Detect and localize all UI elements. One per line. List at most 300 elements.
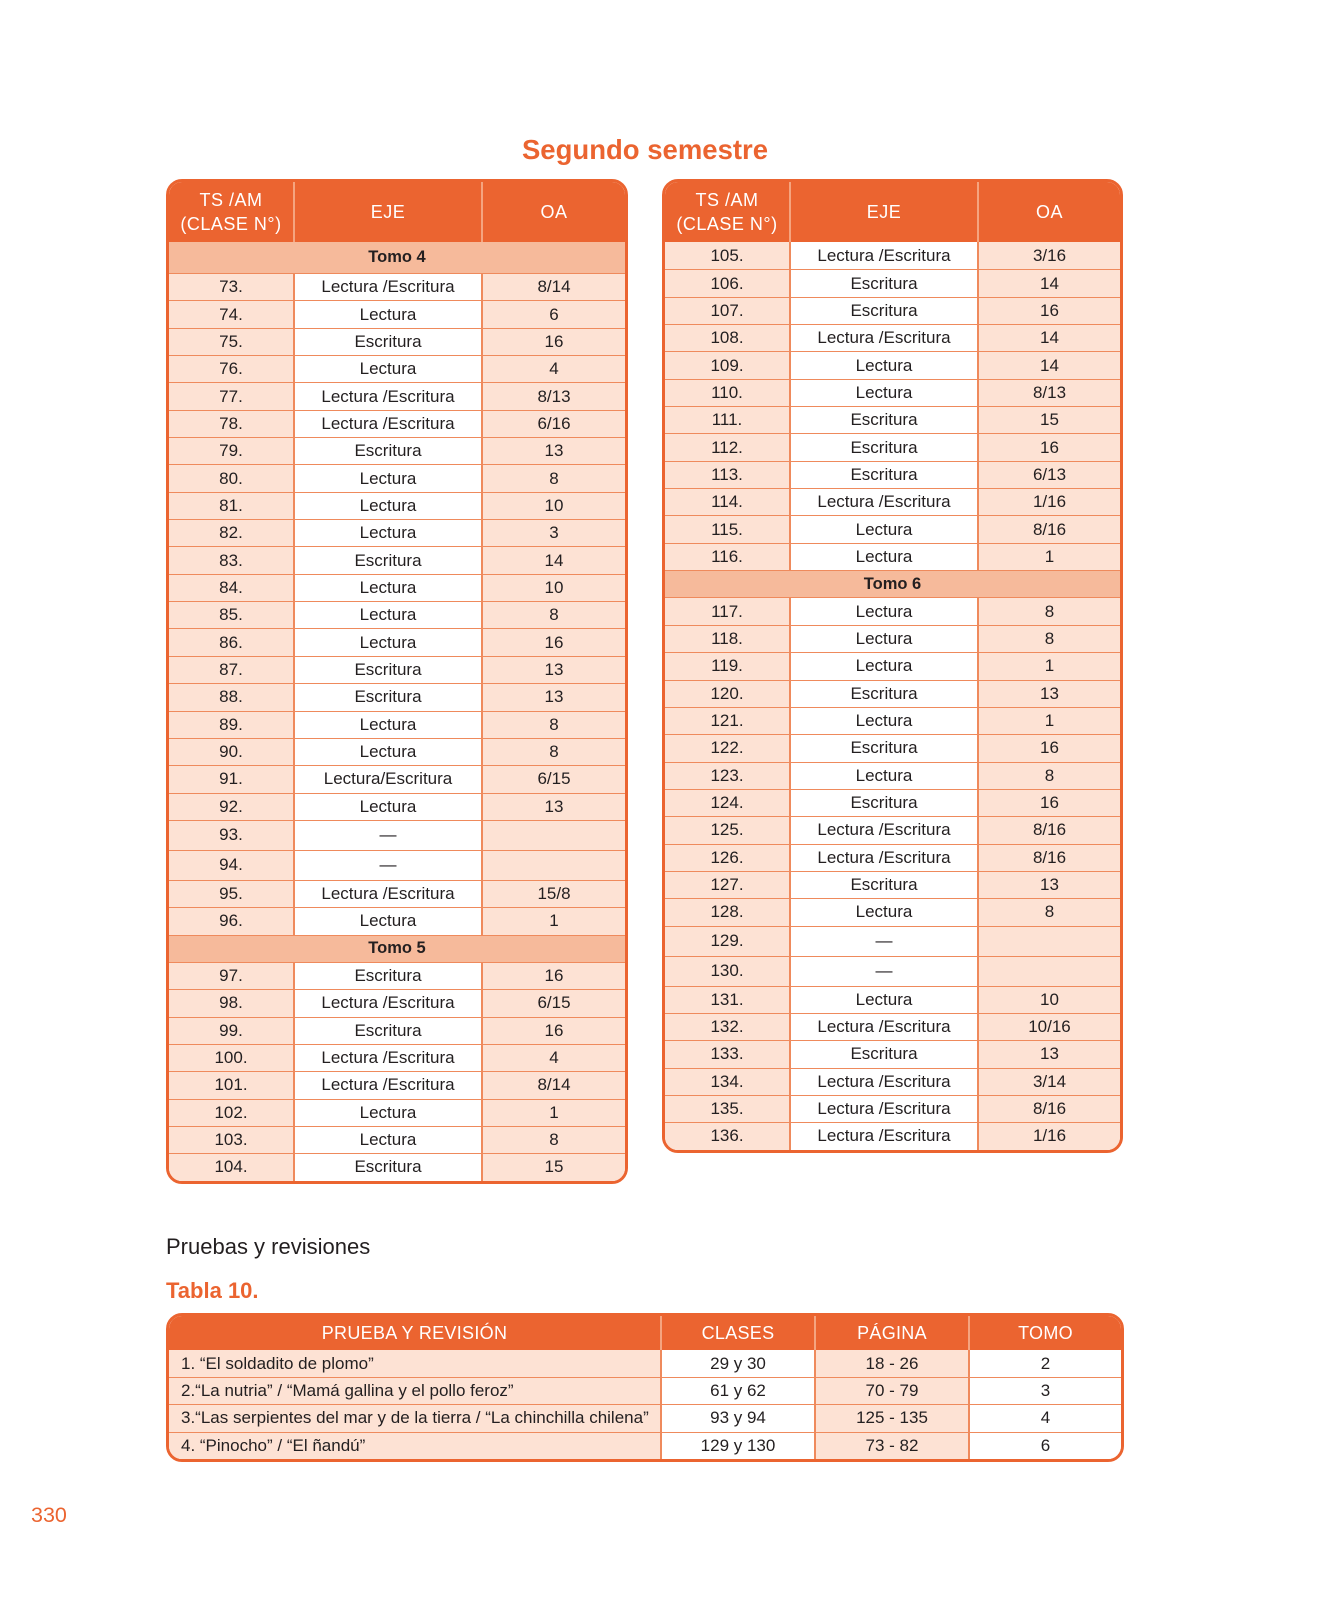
eje-cell: Lectura xyxy=(789,899,977,925)
prueba-cell: 3.“Las serpientes del mar y de la tierra / “La chinchilla chilena” xyxy=(169,1405,660,1431)
eje-cell: Lectura xyxy=(293,356,481,382)
table-row xyxy=(665,734,1120,761)
eje-cell: Escritura xyxy=(789,790,977,816)
oa-cell: 16 xyxy=(481,1018,625,1044)
class-number-cell: 126. xyxy=(665,845,789,871)
table-row xyxy=(665,707,1120,734)
oa-cell: 8 xyxy=(977,899,1120,925)
eje-cell: Lectura xyxy=(789,653,977,679)
table-row xyxy=(665,242,1120,269)
eje-cell: Lectura /Escritura xyxy=(789,1123,977,1149)
table-row xyxy=(169,989,625,1016)
eje-cell: Escritura xyxy=(789,1041,977,1067)
class-number-cell: 111. xyxy=(665,407,789,433)
class-number-cell: 110. xyxy=(665,380,789,406)
class-number-cell: 98. xyxy=(169,990,293,1016)
eje-cell: Lectura xyxy=(293,739,481,765)
class-number-cell: 92. xyxy=(169,794,293,820)
table-row xyxy=(665,1122,1120,1149)
class-number-cell: 113. xyxy=(665,462,789,488)
eje-cell: Lectura xyxy=(293,794,481,820)
table-row xyxy=(665,324,1120,351)
eje-cell: Lectura xyxy=(293,712,481,738)
tests-section-heading: Pruebas y revisiones xyxy=(166,1234,371,1259)
table-row xyxy=(665,543,1120,570)
oa-cell: 1/16 xyxy=(977,489,1120,515)
class-number-cell: 119. xyxy=(665,653,789,679)
oa-cell: 6/15 xyxy=(481,990,625,1016)
oa-cell: 13 xyxy=(977,681,1120,707)
oa-cell: 3/14 xyxy=(977,1069,1120,1095)
oa-cell: 16 xyxy=(977,434,1120,460)
oa-cell: 8/16 xyxy=(977,817,1120,843)
page-number: 330 xyxy=(31,1503,67,1527)
table-body xyxy=(169,242,625,1181)
class-number-cell: 128. xyxy=(665,899,789,925)
oa-cell: 15 xyxy=(977,407,1120,433)
table-row xyxy=(665,680,1120,707)
eje-cell: Lectura xyxy=(293,575,481,601)
column-header-prueba: PRUEBA Y REVISIÓN xyxy=(321,1322,508,1343)
table-row xyxy=(169,628,625,655)
page-title: Segundo semestre xyxy=(521,134,769,165)
table-header xyxy=(665,182,1120,242)
class-number-cell: 90. xyxy=(169,739,293,765)
table-row xyxy=(169,1017,625,1044)
class-number-cell: 107. xyxy=(665,298,789,324)
oa-cell: 1 xyxy=(977,653,1120,679)
column-header-eje: EJE xyxy=(293,182,481,242)
tomo-cell: 2 xyxy=(968,1350,1121,1377)
clases-cell: 61 y 62 xyxy=(660,1378,814,1404)
column-header-eje: EJE xyxy=(789,182,977,242)
class-number-cell: 114. xyxy=(665,489,789,515)
class-number-cell: 124. xyxy=(665,790,789,816)
oa-cell xyxy=(481,821,625,850)
class-number-cell: 116. xyxy=(665,544,789,570)
eje-cell: — xyxy=(293,821,481,850)
tomo-section-row: Tomo 4 xyxy=(169,242,625,273)
eje-cell: Lectura xyxy=(789,987,977,1013)
oa-cell: 10/16 xyxy=(977,1014,1120,1040)
table-row xyxy=(665,515,1120,542)
class-number-cell: 95. xyxy=(169,881,293,907)
pagina-cell: 125 - 135 xyxy=(814,1405,968,1431)
class-number-cell: 136. xyxy=(665,1123,789,1149)
table-row xyxy=(665,871,1120,898)
table-row xyxy=(665,926,1120,956)
table-row xyxy=(169,1071,625,1098)
tests-table xyxy=(166,1313,1124,1462)
eje-cell: Escritura xyxy=(293,329,481,355)
eje-cell: Lectura /Escritura xyxy=(293,411,481,437)
class-number-cell: 109. xyxy=(665,352,789,378)
eje-cell: Lectura /Escritura xyxy=(789,1096,977,1122)
oa-cell: 13 xyxy=(481,657,625,683)
eje-cell: Lectura xyxy=(293,1100,481,1126)
oa-cell: 1 xyxy=(481,908,625,934)
column-header-ts xyxy=(665,182,789,242)
tomo-cell: 4 xyxy=(968,1405,1121,1431)
column-header-tomo: TOMO xyxy=(968,1316,1121,1350)
oa-cell xyxy=(977,927,1120,956)
oa-cell: 14 xyxy=(481,547,625,573)
table-row xyxy=(169,546,625,573)
class-number-cell: 133. xyxy=(665,1041,789,1067)
eje-cell: Escritura xyxy=(293,1154,481,1180)
oa-cell: 8/14 xyxy=(481,274,625,300)
table-row xyxy=(665,789,1120,816)
eje-cell: — xyxy=(293,851,481,880)
class-number-cell: 84. xyxy=(169,575,293,601)
schedule-table-right xyxy=(662,179,1123,1153)
oa-cell: 6 xyxy=(481,301,625,327)
eje-cell: Lectura /Escritura xyxy=(789,1014,977,1040)
class-number-cell: 115. xyxy=(665,516,789,542)
oa-cell: 8/16 xyxy=(977,516,1120,542)
class-number-cell: 91. xyxy=(169,766,293,792)
oa-cell: 10 xyxy=(481,575,625,601)
oa-cell: 4 xyxy=(481,356,625,382)
eje-cell: Lectura xyxy=(789,352,977,378)
eje-cell: Lectura /Escritura xyxy=(789,1069,977,1095)
pagina-cell: 73 - 82 xyxy=(814,1433,968,1459)
table-row xyxy=(169,328,625,355)
oa-cell xyxy=(977,957,1120,986)
oa-cell: 6/16 xyxy=(481,411,625,437)
oa-cell: 8/13 xyxy=(977,380,1120,406)
tomo-cell: 6 xyxy=(968,1433,1121,1459)
prueba-cell: 4. “Pinocho” / “El ñandú” xyxy=(169,1433,660,1459)
oa-cell: 1 xyxy=(977,708,1120,734)
table-row xyxy=(665,597,1120,624)
table-row xyxy=(665,1068,1120,1095)
table-row xyxy=(665,269,1120,296)
eje-cell: Lectura xyxy=(293,1127,481,1153)
table-row xyxy=(169,656,625,683)
table-row xyxy=(665,1013,1120,1040)
class-number-cell: 96. xyxy=(169,908,293,934)
eje-cell: — xyxy=(789,957,977,986)
eje-cell: Escritura xyxy=(789,407,977,433)
table-row xyxy=(169,1404,1121,1431)
class-number-cell: 82. xyxy=(169,520,293,546)
class-number-cell: 86. xyxy=(169,629,293,655)
eje-cell: Lectura xyxy=(293,493,481,519)
table-row xyxy=(665,986,1120,1013)
oa-cell: 3/16 xyxy=(977,242,1120,269)
table-header xyxy=(169,1316,1121,1350)
oa-cell: 3 xyxy=(481,520,625,546)
oa-cell: 8/16 xyxy=(977,845,1120,871)
oa-cell xyxy=(481,851,625,880)
table-row xyxy=(169,880,625,907)
class-number-cell: 123. xyxy=(665,763,789,789)
eje-cell: Lectura /Escritura xyxy=(789,817,977,843)
clases-cell: 93 y 94 xyxy=(660,1405,814,1431)
class-number-cell: 97. xyxy=(169,963,293,989)
eje-cell: Lectura /Escritura xyxy=(789,325,977,351)
table-row xyxy=(169,820,625,850)
table-row xyxy=(169,1350,1121,1377)
oa-cell: 8 xyxy=(977,598,1120,624)
oa-cell: 14 xyxy=(977,270,1120,296)
table-row xyxy=(665,816,1120,843)
table-row xyxy=(169,273,625,300)
eje-cell: Escritura xyxy=(789,462,977,488)
tomo-section-row: Tomo 6 xyxy=(665,570,1120,597)
oa-cell: 8 xyxy=(977,763,1120,789)
eje-cell: Lectura /Escritura xyxy=(789,242,977,269)
eje-cell: Escritura xyxy=(293,547,481,573)
class-number-cell: 105. xyxy=(665,242,789,269)
class-number-cell: 122. xyxy=(665,735,789,761)
clases-cell: 129 y 130 xyxy=(660,1433,814,1459)
column-header-oa: OA xyxy=(481,182,625,242)
class-number-cell: 127. xyxy=(665,872,789,898)
class-number-cell: 87. xyxy=(169,657,293,683)
table-row xyxy=(665,379,1120,406)
tests-table-label: Tabla 10. xyxy=(166,1278,259,1303)
table-row xyxy=(665,898,1120,925)
oa-cell: 13 xyxy=(977,872,1120,898)
eje-cell: Lectura xyxy=(789,598,977,624)
oa-cell: 8 xyxy=(481,1127,625,1153)
class-number-cell: 112. xyxy=(665,434,789,460)
table-row xyxy=(169,492,625,519)
column-header-ts xyxy=(169,182,293,242)
class-number-cell: 132. xyxy=(665,1014,789,1040)
table-row xyxy=(169,907,625,934)
table-row xyxy=(169,300,625,327)
table-row xyxy=(169,464,625,491)
eje-cell: Lectura /Escritura xyxy=(293,383,481,409)
class-number-cell: 89. xyxy=(169,712,293,738)
oa-cell: 16 xyxy=(481,963,625,989)
eje-cell: Lectura /Escritura xyxy=(789,845,977,871)
class-number-cell: 129. xyxy=(665,927,789,956)
class-number-cell: 118. xyxy=(665,626,789,652)
class-number-cell: 77. xyxy=(169,383,293,409)
oa-cell: 13 xyxy=(481,794,625,820)
oa-cell: 1 xyxy=(481,1100,625,1126)
oa-cell: 8 xyxy=(481,602,625,628)
tomo-cell: 3 xyxy=(968,1378,1121,1404)
eje-cell: Lectura /Escritura xyxy=(293,1045,481,1071)
table-row xyxy=(169,1153,625,1180)
table-row xyxy=(665,652,1120,679)
class-number-cell: 73. xyxy=(169,274,293,300)
oa-cell: 15 xyxy=(481,1154,625,1180)
eje-cell: Escritura xyxy=(789,872,977,898)
class-number-cell: 134. xyxy=(665,1069,789,1095)
table-row xyxy=(665,625,1120,652)
class-number-cell: 80. xyxy=(169,465,293,491)
table-row xyxy=(169,519,625,546)
table-row xyxy=(169,738,625,765)
class-number-cell: 88. xyxy=(169,684,293,710)
oa-cell: 8/13 xyxy=(481,383,625,409)
class-number-cell: 135. xyxy=(665,1096,789,1122)
eje-cell: Lectura /Escritura xyxy=(293,1072,481,1098)
table-row xyxy=(665,1040,1120,1067)
eje-cell: Escritura xyxy=(293,1018,481,1044)
table-body xyxy=(169,1350,1121,1459)
oa-cell: 1/16 xyxy=(977,1123,1120,1149)
column-header-ts-line1: TS /AM xyxy=(695,190,759,210)
table-row xyxy=(665,461,1120,488)
table-row xyxy=(665,1095,1120,1122)
oa-cell: 8 xyxy=(481,739,625,765)
class-number-cell: 100. xyxy=(169,1045,293,1071)
oa-cell: 6/15 xyxy=(481,766,625,792)
column-header-ts-line1: TS /AM xyxy=(199,190,263,210)
oa-cell: 16 xyxy=(977,298,1120,324)
table-row xyxy=(169,711,625,738)
table-row xyxy=(169,574,625,601)
class-number-cell: 125. xyxy=(665,817,789,843)
pagina-cell: 18 - 26 xyxy=(814,1350,968,1377)
class-number-cell: 108. xyxy=(665,325,789,351)
class-number-cell: 101. xyxy=(169,1072,293,1098)
table-row xyxy=(169,1099,625,1126)
table-row xyxy=(169,1044,625,1071)
class-number-cell: 75. xyxy=(169,329,293,355)
class-number-cell: 117. xyxy=(665,598,789,624)
class-number-cell: 74. xyxy=(169,301,293,327)
oa-cell: 13 xyxy=(481,684,625,710)
oa-cell: 8 xyxy=(481,712,625,738)
eje-cell: — xyxy=(789,927,977,956)
class-number-cell: 130. xyxy=(665,957,789,986)
oa-cell: 8/14 xyxy=(481,1072,625,1098)
eje-cell: Lectura xyxy=(293,602,481,628)
eje-cell: Escritura xyxy=(293,438,481,464)
eje-cell: Escritura xyxy=(293,963,481,989)
table-row xyxy=(169,793,625,820)
column-header-ts-line2: (CLASE N°) xyxy=(676,214,778,234)
table-row xyxy=(169,1377,1121,1404)
oa-cell: 4 xyxy=(481,1045,625,1071)
oa-cell: 8 xyxy=(481,465,625,491)
class-number-cell: 79. xyxy=(169,438,293,464)
oa-cell: 10 xyxy=(481,493,625,519)
table-row xyxy=(665,433,1120,460)
table-header xyxy=(169,182,625,242)
class-number-cell: 94. xyxy=(169,851,293,880)
eje-cell: Lectura xyxy=(293,301,481,327)
table-row xyxy=(169,382,625,409)
table-row xyxy=(169,355,625,382)
table-row xyxy=(665,297,1120,324)
class-number-cell: 93. xyxy=(169,821,293,850)
eje-cell: Escritura xyxy=(293,684,481,710)
eje-cell: Lectura xyxy=(293,520,481,546)
table-row xyxy=(169,962,625,989)
eje-cell: Lectura xyxy=(293,908,481,934)
oa-cell: 16 xyxy=(977,735,1120,761)
oa-cell: 14 xyxy=(977,352,1120,378)
class-number-cell: 106. xyxy=(665,270,789,296)
class-number-cell: 81. xyxy=(169,493,293,519)
class-number-cell: 120. xyxy=(665,681,789,707)
table-row xyxy=(169,765,625,792)
table-row xyxy=(169,437,625,464)
table-row xyxy=(169,683,625,710)
class-number-cell: 76. xyxy=(169,356,293,382)
table-row xyxy=(169,601,625,628)
oa-cell: 1 xyxy=(977,544,1120,570)
eje-cell: Escritura xyxy=(789,681,977,707)
oa-cell: 10 xyxy=(977,987,1120,1013)
eje-cell: Lectura /Escritura xyxy=(293,274,481,300)
eje-cell: Lectura xyxy=(789,516,977,542)
oa-cell: 6/13 xyxy=(977,462,1120,488)
oa-cell: 8 xyxy=(977,626,1120,652)
eje-cell: Lectura xyxy=(789,626,977,652)
eje-cell: Escritura xyxy=(293,657,481,683)
eje-cell: Lectura xyxy=(293,629,481,655)
column-header-pagina: PÁGINA xyxy=(814,1316,968,1350)
table-row xyxy=(665,762,1120,789)
oa-cell: 16 xyxy=(977,790,1120,816)
oa-cell: 16 xyxy=(481,329,625,355)
eje-cell: Lectura /Escritura xyxy=(293,990,481,1016)
class-number-cell: 131. xyxy=(665,987,789,1013)
eje-cell: Lectura xyxy=(789,708,977,734)
oa-cell: 13 xyxy=(977,1041,1120,1067)
eje-cell: Escritura xyxy=(789,298,977,324)
column-header-ts-line2: (CLASE N°) xyxy=(180,214,282,234)
eje-cell: Lectura/Escritura xyxy=(293,766,481,792)
eje-cell: Escritura xyxy=(789,735,977,761)
eje-cell: Lectura xyxy=(293,465,481,491)
table-body xyxy=(665,242,1120,1150)
class-number-cell: 83. xyxy=(169,547,293,573)
class-number-cell: 121. xyxy=(665,708,789,734)
table-row xyxy=(665,488,1120,515)
oa-cell: 13 xyxy=(481,438,625,464)
clases-cell: 29 y 30 xyxy=(660,1350,814,1377)
class-number-cell: 102. xyxy=(169,1100,293,1126)
table-row xyxy=(169,850,625,880)
class-number-cell: 103. xyxy=(169,1127,293,1153)
table-row xyxy=(665,956,1120,986)
class-number-cell: 99. xyxy=(169,1018,293,1044)
table-row xyxy=(665,844,1120,871)
table-row xyxy=(169,1126,625,1153)
table-row xyxy=(665,406,1120,433)
eje-cell: Escritura xyxy=(789,270,977,296)
table-row xyxy=(169,410,625,437)
oa-cell: 8/16 xyxy=(977,1096,1120,1122)
eje-cell: Lectura /Escritura xyxy=(789,489,977,515)
oa-cell: 14 xyxy=(977,325,1120,351)
eje-cell: Lectura xyxy=(789,380,977,406)
prueba-cell: 1. “El soldadito de plomo” xyxy=(169,1350,660,1377)
eje-cell: Lectura xyxy=(789,763,977,789)
tomo-section-row: Tomo 5 xyxy=(169,935,625,962)
table-row xyxy=(665,351,1120,378)
oa-cell: 15/8 xyxy=(481,881,625,907)
schedule-table-left xyxy=(166,179,628,1184)
class-number-cell: 104. xyxy=(169,1154,293,1180)
oa-cell: 16 xyxy=(481,629,625,655)
column-header-oa: OA xyxy=(977,182,1120,242)
eje-cell: Lectura /Escritura xyxy=(293,881,481,907)
eje-cell: Escritura xyxy=(789,434,977,460)
column-header-clases: CLASES xyxy=(660,1316,814,1350)
